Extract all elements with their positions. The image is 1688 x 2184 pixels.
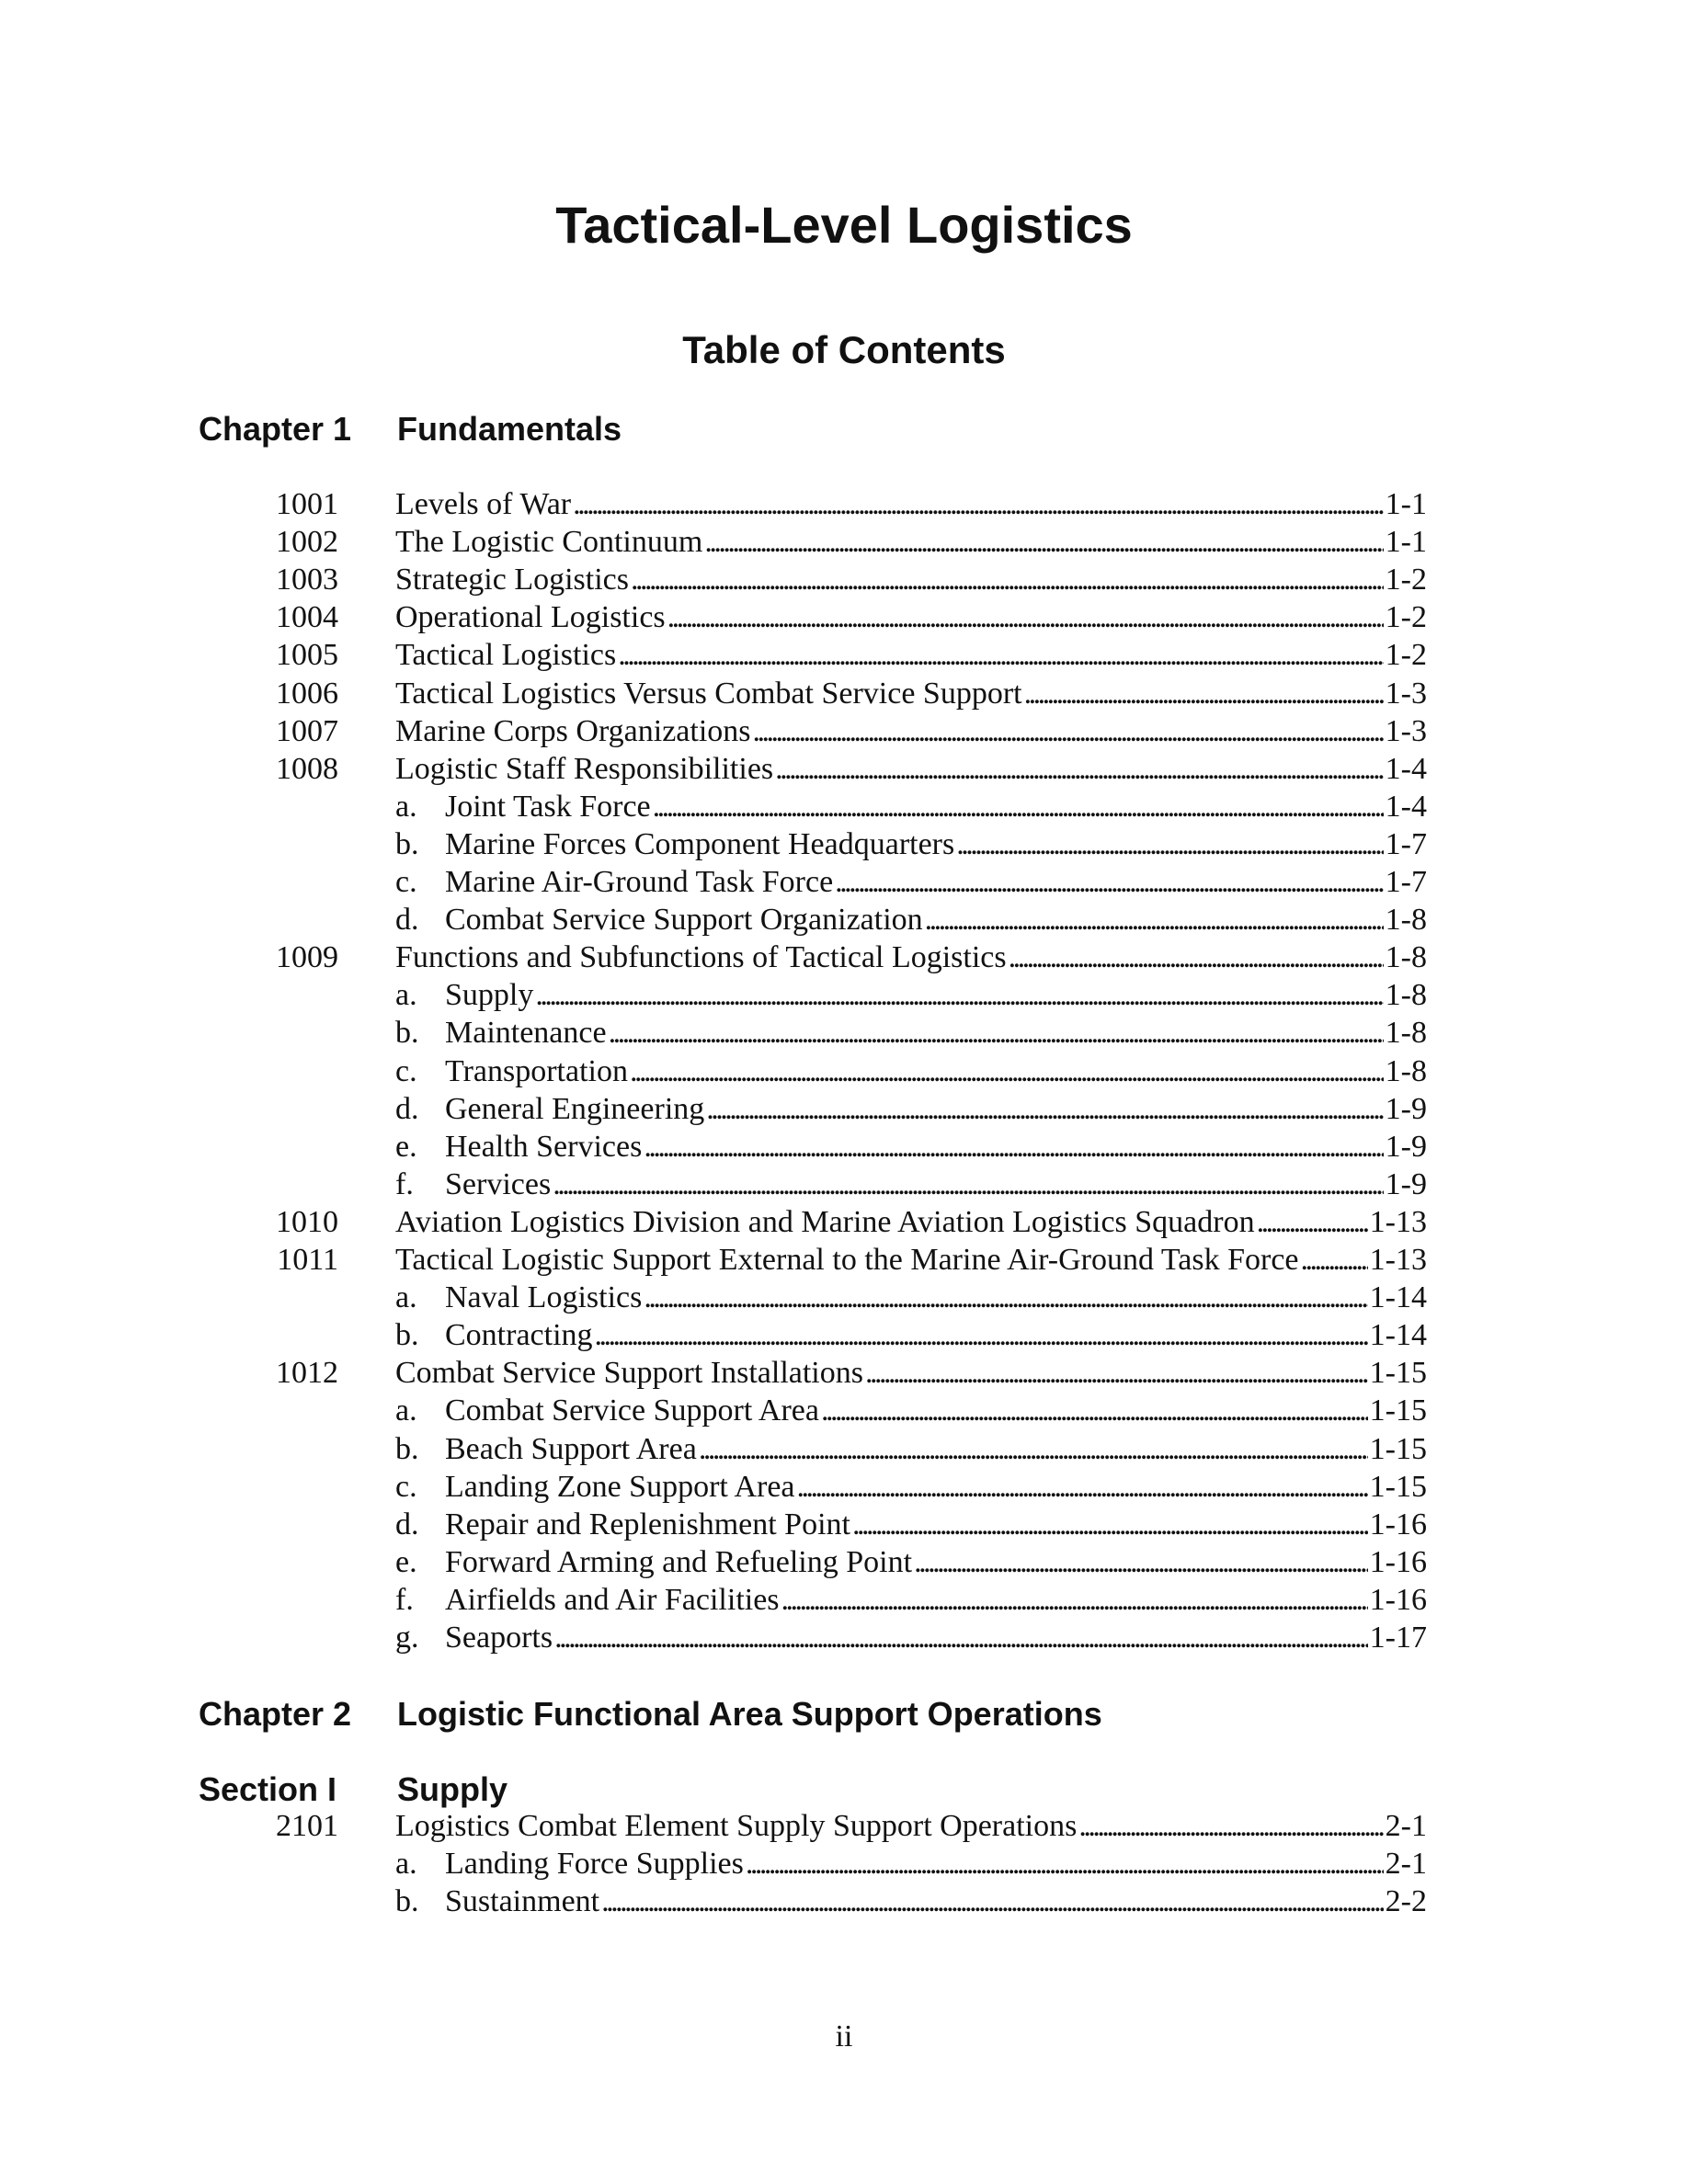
dot-leader [631, 561, 1384, 598]
dot-leader [1301, 1241, 1368, 1279]
toc-title: Table of Contents [682, 328, 1006, 371]
dot-leader [535, 976, 1383, 1014]
toc-entry-page[interactable]: 1-7 [1385, 827, 1427, 861]
toc-entry-title[interactable]: Services [445, 1167, 552, 1201]
toc-entry-page[interactable]: 2-1 [1385, 1847, 1427, 1881]
dot-leader [753, 712, 1384, 750]
toc-entry-page[interactable]: 1-4 [1385, 752, 1427, 786]
dot-leader [630, 1052, 1384, 1090]
toc-entry-title[interactable]: Operational Logistics [395, 600, 666, 634]
toc-entry-letter: b. [395, 1318, 419, 1352]
toc-entry-page[interactable]: 1-14 [1369, 1318, 1427, 1352]
toc-entry[interactable] [0, 485, 1688, 523]
toc-entry-title[interactable]: Marine Forces Component Headquarters [445, 827, 955, 861]
toc-entry-title[interactable]: Levels of War [395, 487, 572, 521]
toc-entry-title[interactable]: Marine Air-Ground Task Force [445, 865, 834, 899]
document-title: Tactical-Level Logistics [555, 196, 1133, 254]
toc-entry-letter: d. [395, 1092, 419, 1126]
toc-entry-letter: b. [395, 1016, 419, 1050]
toc-entry[interactable] [0, 712, 1688, 750]
dot-leader [925, 901, 1384, 938]
toc-entry-page[interactable]: 1-13 [1369, 1205, 1427, 1239]
toc-entry-page[interactable]: 1-1 [1385, 487, 1427, 521]
toc-entry-letter: a. [395, 790, 417, 824]
toc-entry-page[interactable]: 2-1 [1385, 1809, 1427, 1843]
toc-entry-page[interactable]: 1-15 [1369, 1393, 1427, 1428]
toc-entry-page[interactable]: 1-4 [1385, 790, 1427, 824]
dot-leader [746, 1845, 1384, 1883]
toc-entry-page[interactable]: 1-15 [1369, 1432, 1427, 1466]
toc-entry-title[interactable]: Tactical Logistics [395, 638, 617, 672]
toc-entry-title[interactable]: Airfields and Air Facilities [445, 1583, 780, 1617]
toc-entry-page[interactable]: 1-16 [1369, 1583, 1427, 1617]
toc-entry[interactable] [0, 901, 1688, 938]
dot-leader [609, 1014, 1384, 1052]
toc-entry-number: 1012 [276, 1356, 338, 1390]
toc-entry-title[interactable]: Seaports [445, 1621, 553, 1655]
toc-entry[interactable] [0, 1430, 1688, 1468]
toc-entry[interactable] [0, 1506, 1688, 1543]
dot-leader [644, 1128, 1383, 1166]
toc-entry-title[interactable]: Sustainment [445, 1884, 600, 1918]
toc-entry-letter: e. [395, 1545, 417, 1579]
toc-entry-title[interactable]: Logistics Combat Element Supply Support Operations [395, 1809, 1078, 1843]
toc-entry-page[interactable]: 1-7 [1385, 865, 1427, 899]
toc-entry[interactable] [0, 1883, 1688, 1920]
section-1-label: Section I [199, 1770, 337, 1808]
dot-leader [618, 636, 1383, 674]
toc-entry-number: 1003 [276, 563, 338, 597]
toc-entry-title[interactable]: Logistic Staff Responsibilities [395, 752, 774, 786]
dot-leader [653, 788, 1384, 825]
dot-leader [706, 1090, 1383, 1128]
toc-entry-title[interactable]: Tactical Logistic Support External to the Marine Air-Ground Task Force [395, 1243, 1299, 1277]
toc-entry-letter: c. [395, 1054, 417, 1088]
toc-entry[interactable] [0, 1090, 1688, 1128]
toc-entry-letter: c. [395, 1470, 417, 1504]
toc-entry-page[interactable]: 1-1 [1385, 525, 1427, 559]
toc-entry-title[interactable]: Transportation [445, 1054, 628, 1088]
dot-leader [797, 1468, 1368, 1506]
toc-entry-letter: f. [395, 1167, 414, 1201]
dot-leader [1024, 675, 1384, 712]
toc-entry-number: 2101 [276, 1809, 338, 1843]
toc-entry[interactable] [0, 1014, 1688, 1052]
toc-entry-title[interactable]: The Logistic Continuum [395, 525, 703, 559]
dot-leader [781, 1581, 1368, 1619]
dot-leader [704, 523, 1383, 561]
dot-leader [914, 1543, 1368, 1581]
dot-leader [865, 1354, 1368, 1392]
toc-entry[interactable] [0, 1354, 1688, 1392]
toc-entry[interactable] [0, 788, 1688, 825]
toc-entry[interactable] [0, 1845, 1688, 1883]
dot-leader [573, 485, 1384, 523]
toc-entry-title[interactable]: Functions and Subfunctions of Tactical Logistics [395, 940, 1007, 974]
dot-leader [644, 1279, 1367, 1316]
toc-entry-letter: d. [395, 903, 419, 937]
toc-entry-number: 1006 [276, 677, 338, 711]
toc-entry-page[interactable]: 1-3 [1385, 714, 1427, 748]
toc-entry-title[interactable]: Marine Corps Organizations [395, 714, 751, 748]
toc-entry-page[interactable]: 1-2 [1385, 600, 1427, 634]
toc-entry-title[interactable]: Strategic Logistics [395, 563, 630, 597]
toc-entry-number: 1001 [276, 487, 338, 521]
toc-entry[interactable] [0, 1279, 1688, 1316]
toc-entry[interactable] [0, 1203, 1688, 1241]
toc-entry[interactable] [0, 1241, 1688, 1279]
toc-entry[interactable] [0, 1581, 1688, 1619]
toc-entry-title[interactable]: Supply [445, 978, 534, 1012]
toc-entry-letter: b. [395, 1432, 419, 1466]
chapter-2-title: Logistic Functional Area Support Operations [397, 1695, 1102, 1733]
dot-leader [699, 1430, 1368, 1468]
toc-entry-letter: a. [395, 1280, 417, 1314]
toc-entry-title[interactable]: Forward Arming and Refueling Point [445, 1545, 913, 1579]
chapter-1-label: Chapter 1 [199, 410, 352, 448]
toc-entry-letter: c. [395, 865, 417, 899]
toc-entry[interactable] [0, 523, 1688, 561]
toc-entry[interactable] [0, 825, 1688, 863]
dot-leader [956, 825, 1383, 863]
toc-entry-title[interactable]: Joint Task Force [445, 790, 651, 824]
toc-entry[interactable] [0, 1316, 1688, 1354]
toc-entry-number: 1007 [276, 714, 338, 748]
dot-leader [667, 598, 1384, 636]
toc-entry[interactable] [0, 636, 1688, 674]
toc-entry[interactable] [0, 1166, 1688, 1203]
toc-entry-letter: b. [395, 1884, 419, 1918]
toc-entry-number: 1008 [276, 752, 338, 786]
toc-entry-letter: f. [395, 1583, 414, 1617]
toc-entry-page[interactable]: 1-14 [1369, 1280, 1427, 1314]
toc-entry-page[interactable]: 1-17 [1369, 1621, 1427, 1655]
toc-entry-page[interactable]: 1-8 [1385, 1054, 1427, 1088]
section-1-title: Supply [397, 1770, 508, 1808]
toc-entry-page[interactable]: 1-8 [1385, 1016, 1427, 1050]
toc-entry-page[interactable]: 1-15 [1369, 1470, 1427, 1504]
dot-leader [1257, 1203, 1368, 1241]
toc-entry-title[interactable]: Repair and Replenishment Point [445, 1507, 850, 1541]
toc-entry-page[interactable]: 1-9 [1385, 1092, 1427, 1126]
toc-entry-number: 1005 [276, 638, 338, 672]
toc-entry-title[interactable]: Tactical Logistics Versus Combat Service Support [395, 677, 1022, 711]
toc-entry-title[interactable]: Combat Service Support Area [445, 1393, 819, 1428]
toc-entry-title[interactable]: Naval Logistics [445, 1280, 643, 1314]
toc-entry-letter: g. [395, 1621, 419, 1655]
dot-leader [595, 1316, 1368, 1354]
toc-entry[interactable] [0, 561, 1688, 598]
chapter-1-title: Fundamentals [397, 410, 622, 448]
toc-entry[interactable] [0, 1619, 1688, 1656]
toc-entry[interactable] [0, 1468, 1688, 1506]
toc-entry-title[interactable]: Beach Support Area [445, 1432, 697, 1466]
toc-entry-page[interactable]: 1-2 [1385, 563, 1427, 597]
toc-entry[interactable] [0, 863, 1688, 901]
toc-entry-page[interactable]: 1-9 [1385, 1130, 1427, 1164]
toc-entry-number: 1004 [276, 600, 338, 634]
chapter-2-label: Chapter 2 [199, 1695, 352, 1733]
toc-entry[interactable] [0, 1128, 1688, 1166]
toc-entry-title[interactable]: Aviation Logistics Division and Marine Aviation Logistics Squadron [395, 1205, 1255, 1239]
toc-entry-title[interactable]: Combat Service Support Organization [445, 903, 923, 937]
dot-leader [835, 863, 1384, 901]
toc-entry-number: 1002 [276, 525, 338, 559]
toc-entry-page[interactable]: 1-16 [1369, 1507, 1427, 1541]
toc-entry-title[interactable]: Health Services [445, 1130, 643, 1164]
toc-entry-number: 1010 [276, 1205, 338, 1239]
toc-entry[interactable] [0, 675, 1688, 712]
toc-entry[interactable] [0, 598, 1688, 636]
toc-entry-title[interactable]: Contracting [445, 1318, 593, 1352]
toc-entry-letter: a. [395, 1393, 417, 1428]
toc-entry-title[interactable]: Maintenance [445, 1016, 607, 1050]
toc-entry-page[interactable]: 1-8 [1385, 940, 1427, 974]
toc-entry[interactable] [0, 1052, 1688, 1090]
dot-leader [852, 1506, 1368, 1543]
dot-leader [601, 1883, 1384, 1920]
toc-entry-title[interactable]: General Engineering [445, 1092, 705, 1126]
dot-leader [821, 1392, 1368, 1429]
toc-entry[interactable] [0, 938, 1688, 976]
toc-entry-letter: a. [395, 1847, 417, 1881]
toc-entry-page[interactable]: 1-8 [1385, 978, 1427, 1012]
toc-entry-title[interactable]: Combat Service Support Installations [395, 1356, 863, 1390]
toc-entry[interactable] [0, 976, 1688, 1014]
toc-entry-page[interactable]: 1-16 [1369, 1545, 1427, 1579]
dot-leader [1009, 938, 1384, 976]
toc-entry-page[interactable]: 1-8 [1385, 903, 1427, 937]
toc-entry[interactable] [0, 1392, 1688, 1429]
toc-entry-letter: e. [395, 1130, 417, 1164]
toc-entry-letter: d. [395, 1507, 419, 1541]
toc-entry-page[interactable]: 1-3 [1385, 677, 1427, 711]
toc-entry-page[interactable]: 1-15 [1369, 1356, 1427, 1390]
dot-leader [554, 1619, 1368, 1656]
toc-entry-page[interactable]: 2-2 [1385, 1884, 1427, 1918]
page-number: ii [835, 2019, 853, 2053]
toc-entry-page[interactable]: 1-2 [1385, 638, 1427, 672]
toc-entry-title[interactable]: Landing Force Supplies [445, 1847, 744, 1881]
toc-entry-page[interactable]: 1-9 [1385, 1167, 1427, 1201]
toc-entry-number: 1009 [276, 940, 338, 974]
toc-entry-letter: a. [395, 978, 417, 1012]
toc-entry-page[interactable]: 1-13 [1369, 1243, 1427, 1277]
dot-leader [553, 1166, 1383, 1203]
dot-leader [1078, 1807, 1383, 1845]
toc-entry-number: 1011 [277, 1243, 338, 1277]
toc-entry-letter: b. [395, 827, 419, 861]
toc-entry[interactable] [0, 1807, 1688, 1845]
toc-entry-title[interactable]: Landing Zone Support Area [445, 1470, 795, 1504]
toc-entry[interactable] [0, 750, 1688, 788]
dot-leader [775, 750, 1384, 788]
toc-entry[interactable] [0, 1543, 1688, 1581]
